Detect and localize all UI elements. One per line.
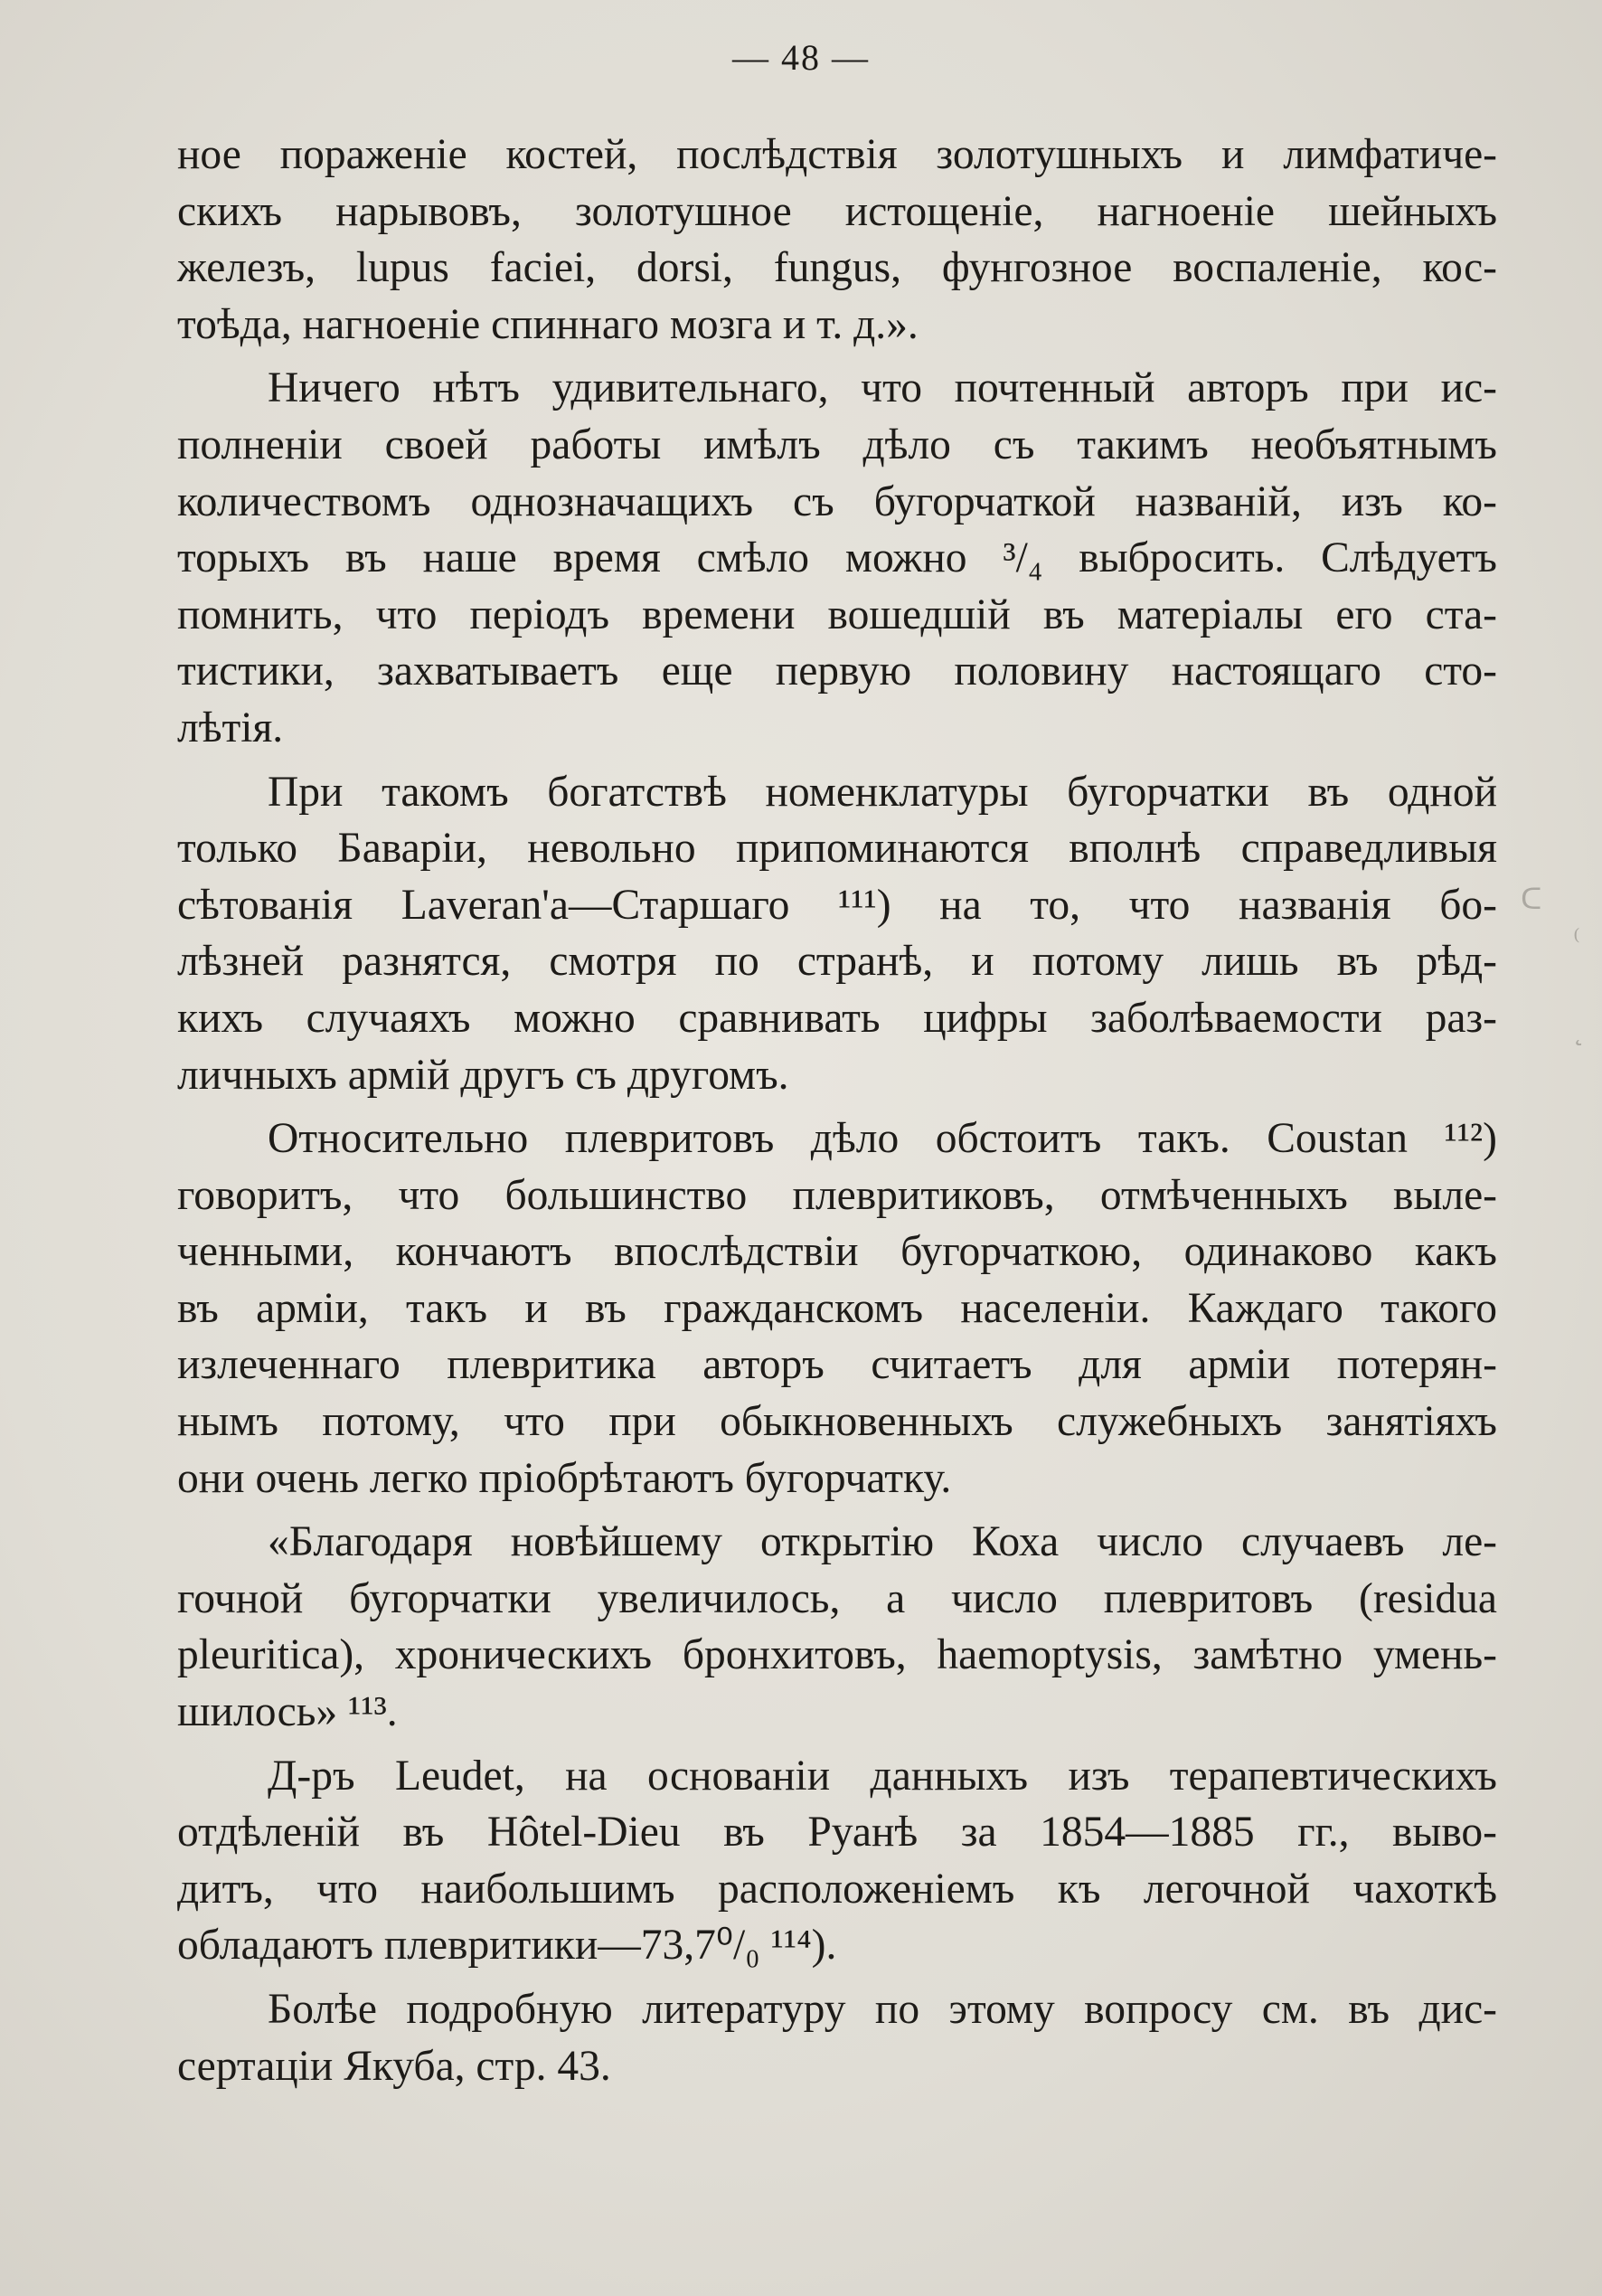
text-line: Ничего нѣтъ удивительнаго, что почтенный авторъ при ис- [268,364,1497,412]
text-line: При такомъ богатствѣ номенклатуры бугорчатки въ одной [268,768,1497,816]
text-line: скихъ нарывовъ, золотушное истощеніе, нагноеніе шейныхъ [177,187,1497,235]
text-line: говоритъ, что большинство плевритиковъ, отмѣченныхъ выле- [177,1171,1497,1219]
text-line: кихъ случаяхъ можно сравнивать цифры заболѣваемости раз- [177,994,1497,1042]
margin-stain: ᑕ [1521,882,1542,916]
text-line: ное пораженіе костей, послѣдствія золотушныхъ и лимфатиче- [177,131,1497,178]
text-line: обладаютъ плевритики—73,7⁰/₀ ¹¹⁴). [177,1922,837,1970]
text-line: сертаціи Якуба, стр. 43. [177,2042,611,2090]
paragraph [177,764,1497,1104]
paragraph [177,127,1497,353]
text-line: въ арміи, такъ и въ гражданскомъ населеніи. Каждаго такого [177,1284,1497,1332]
text-line: шилось» ¹¹³. [177,1688,398,1736]
paragraph [177,1514,1497,1740]
margin-stain: ˛ [1571,1013,1586,1047]
text-line: помнить, что періодъ времени вошедшій въ матеріалы его ста- [177,591,1497,638]
text-line: они очень легко пріобрѣтаютъ бугорчатку. [177,1454,952,1502]
margin-stain: ⁽ [1573,922,1580,957]
text-line: Болѣе подробную литературу по этому вопросу см. въ дис- [268,1986,1497,2033]
text-line: дитъ, что наибольшимъ расположеніемъ къ легочной чахоткѣ [177,1865,1497,1913]
text-line: отдѣленій въ Hôtel-Dieu въ Руанѣ за 1854—1885 гг., выво- [177,1809,1497,1857]
text-line: торыхъ въ наше время смѣло можно ³/₄ выбросить. Слѣдуетъ [177,534,1497,582]
text-line: лѣзней разнятся, смотря по странѣ, и потому лишь въ рѣд- [177,938,1497,986]
text-line: тоѣда, нагноеніе спиннаго мозга и т. д.». [177,300,919,348]
text-line: гочной бугорчатки увеличилось, а число плевритовъ (residua [177,1574,1497,1622]
page-number: — 48 — [732,37,870,78]
text-line: Д-ръ Leudet, на основаніи данныхъ изъ терапевтическихъ [268,1752,1497,1800]
paragraph [177,1981,1497,2094]
text-line: личныхъ армій другъ съ другомъ. [177,1051,789,1099]
text-line: Относительно плевритовъ дѣло обстоитъ такъ. Coustan ¹¹²) [268,1115,1497,1163]
text-line: тистики, захватываетъ еще первую половину настоящаго сто- [177,647,1497,695]
text-line: полненіи своей работы имѣлъ дѣло съ такимъ необъятнымъ [177,420,1497,468]
paragraph [177,1748,1497,1974]
text-line: железъ, lupus faciei, dorsi, fungus, фунгозное воспаленіе, кос- [177,244,1497,292]
body-text [177,127,1497,2094]
text-line: pleuritica), хроническихъ бронхитовъ, haemoptysis, замѣтно умень- [177,1631,1497,1679]
text-line: сѣтованія Laveran'a—Старшаго ¹¹¹) на то, что названія бо- [177,881,1497,929]
text-line: только Баваріи, невольно припоминаются вполнѣ справедливыя [177,825,1497,873]
text-line: нымъ потому, что при обыкновенныхъ служебныхъ занятіяхъ [177,1398,1497,1446]
text-line: лѣтія. [177,704,284,751]
text-line: излеченнаго плевритика авторъ считаетъ для арміи потерян- [177,1341,1497,1389]
paragraph [177,360,1497,756]
text-line: количествомъ однозначащихъ съ бугорчаткой названій, изъ ко- [177,477,1497,525]
text-line: «Благодаря новѣйшему открытію Коха число случаевъ ле- [268,1518,1497,1566]
text-line: ченными, кончаютъ впослѣдствіи бугорчаткою, одинаково какъ [177,1228,1497,1276]
paragraph [177,1110,1497,1507]
